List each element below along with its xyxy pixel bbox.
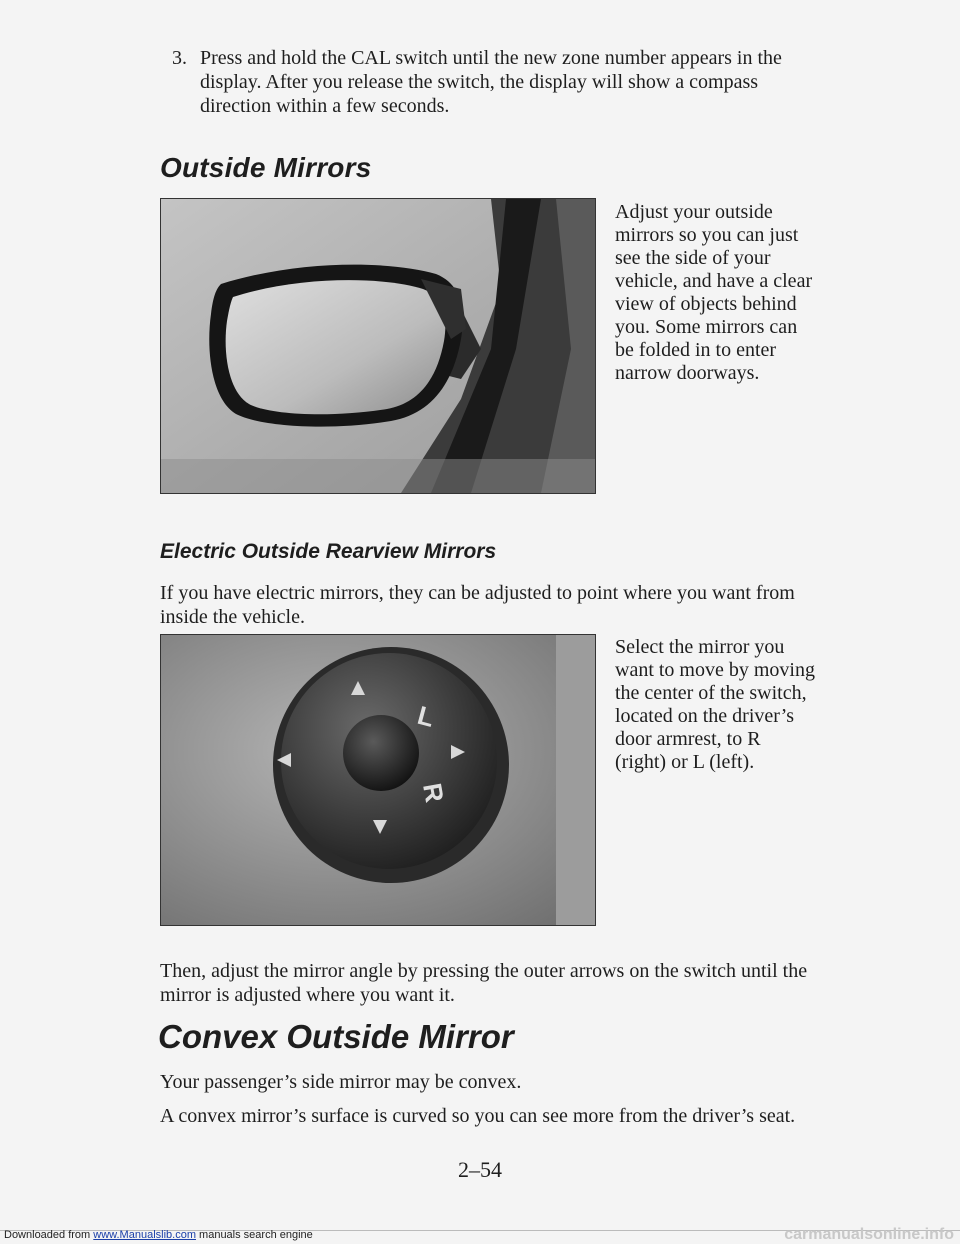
convex-mirror-para1: Your passenger’s side mirror may be convex. (160, 1071, 522, 1093)
mirror-switch-illustration (161, 635, 595, 925)
footer-source (4, 1229, 313, 1241)
step-text: Press and hold the CAL switch until the new zone number appears in the display. After you release the switch, the display will show a compass direction within a few seconds. (200, 47, 782, 117)
convex-mirror-para2: A convex mirror’s surface is curved so you can see more from the driver’s seat. (160, 1105, 796, 1127)
page-number: 2–54 (458, 1157, 502, 1182)
outside-mirror-photo (160, 198, 596, 494)
footer-watermark: carmanualsonline.info (784, 1226, 954, 1243)
switch-label-r: R (417, 780, 450, 805)
footer-suffix: manuals search engine (195, 1229, 313, 1241)
electric-mirrors-text: Select the mirror you want to move by moving the center of the switch, located on the driver’s door armrest, to R (right) or L (left). (615, 636, 815, 773)
electric-mirrors-intro: If you have electric mirrors, they can be adjusted to point where you want from inside the vehicle. (160, 582, 795, 628)
mirror-switch-photo (160, 634, 596, 926)
step-number: 3. (172, 47, 187, 69)
footer-prefix: Downloaded from (4, 1229, 94, 1241)
footer-link[interactable]: www.Manualslib.com (93, 1229, 196, 1241)
electric-mirrors-after: Then, adjust the mirror angle by pressing the outer arrows on the switch until the mirror is adjusted where you want it. (160, 960, 808, 1006)
side-mirror-illustration (161, 199, 595, 493)
heading-electric-mirrors: Electric Outside Rearview Mirrors (160, 540, 497, 563)
step-3 (172, 46, 812, 118)
outside-mirrors-text: Adjust your outside mirrors so you can just see the side of your vehicle, and have a clear view of objects behind you. Some mirrors can be folded in to enter narrow doorways. (615, 201, 813, 384)
heading-convex-mirror: Convex Outside Mirror (158, 1018, 514, 1055)
heading-outside-mirrors: Outside Mirrors (160, 152, 372, 183)
switch-label-l: L (414, 699, 438, 733)
